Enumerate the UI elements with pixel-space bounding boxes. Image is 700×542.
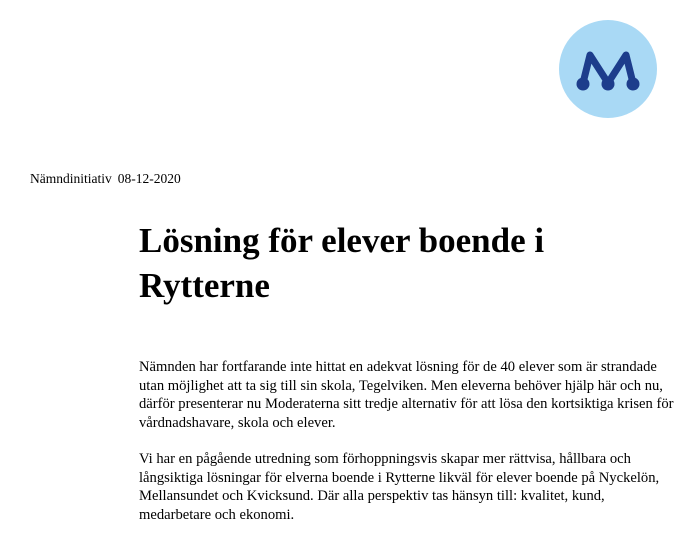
- logo-dot-right: [627, 78, 640, 91]
- body-paragraph-1: Nämnden har fortfarande inte hittat en adekvat lösning för de 40 elever som är strandade utan möjlighet att ta sig till sin skola, Tegelviken. Men eleverna behöver hjälp här och nu, därför presenterar nu Moderaterna sitt tredje alternativ för att lösa den kortsiktiga krisen för vårdnadshavare, skola och elever.: [139, 359, 674, 431]
- logo-badge-circle: [559, 20, 657, 118]
- document-date: 08-12-2020: [117, 171, 181, 186]
- page-title: [139, 218, 679, 308]
- body-paragraph-2: Vi har en pågående utredning som förhoppningsvis skapar mer rättvisa, hållbara och långsiktiga lösningar för elverna boende i Rytterne likväl för elever boende på Nyckelön, Mellansundet och Kvicksund. Där alla perspektiv tas hänsyn till: kvalitet, kund, medarbetare och ekonomi.: [139, 451, 660, 523]
- document-type-label: Nämndinitiativ: [30, 171, 112, 186]
- document-body: [139, 358, 679, 542]
- logo-dot-left: [577, 78, 590, 91]
- logo-dot-middle: [602, 78, 615, 91]
- moderaterna-logo-icon: [559, 20, 657, 118]
- title-line-2: Rytterne: [139, 266, 270, 305]
- title-line-1: Lösning för elever boende i: [139, 221, 545, 260]
- document-meta: [30, 170, 181, 188]
- logo-graphic: [559, 20, 657, 118]
